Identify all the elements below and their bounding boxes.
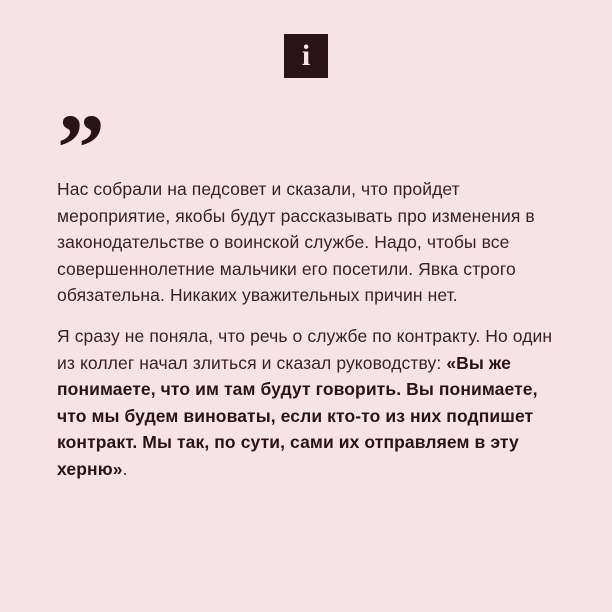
quote-lead-in: Я сразу не поняла, что речь о службе по контракту. Но один из коллег начал злиться и сказал руководству:	[57, 325, 553, 373]
quote-paragraph-2	[57, 323, 557, 483]
info-logo	[284, 34, 328, 78]
quotation-mark-icon: ”	[57, 94, 105, 201]
quote-body	[57, 176, 557, 483]
info-logo-glyph: i	[301, 39, 311, 72]
quote-trailing-punctuation: .	[122, 458, 128, 479]
quote-emphasis: «Вы же понимаете, что им там будут говорить. Вы понимаете, что мы будем виноваты, если кто-то из них подпишет контракт. Мы так, по сути, сами их отправляем в эту херню»	[57, 352, 538, 479]
quote-paragraph-1: Нас собрали на педсовет и сказали, что пройдет мероприятие, якобы будут рассказывать про изменения в законодательстве о воинской службе. Надо, чтобы все совершеннолетние мальчики его посетили. Явка строго обязательна. Никаких уважительных причин нет.	[57, 179, 535, 306]
